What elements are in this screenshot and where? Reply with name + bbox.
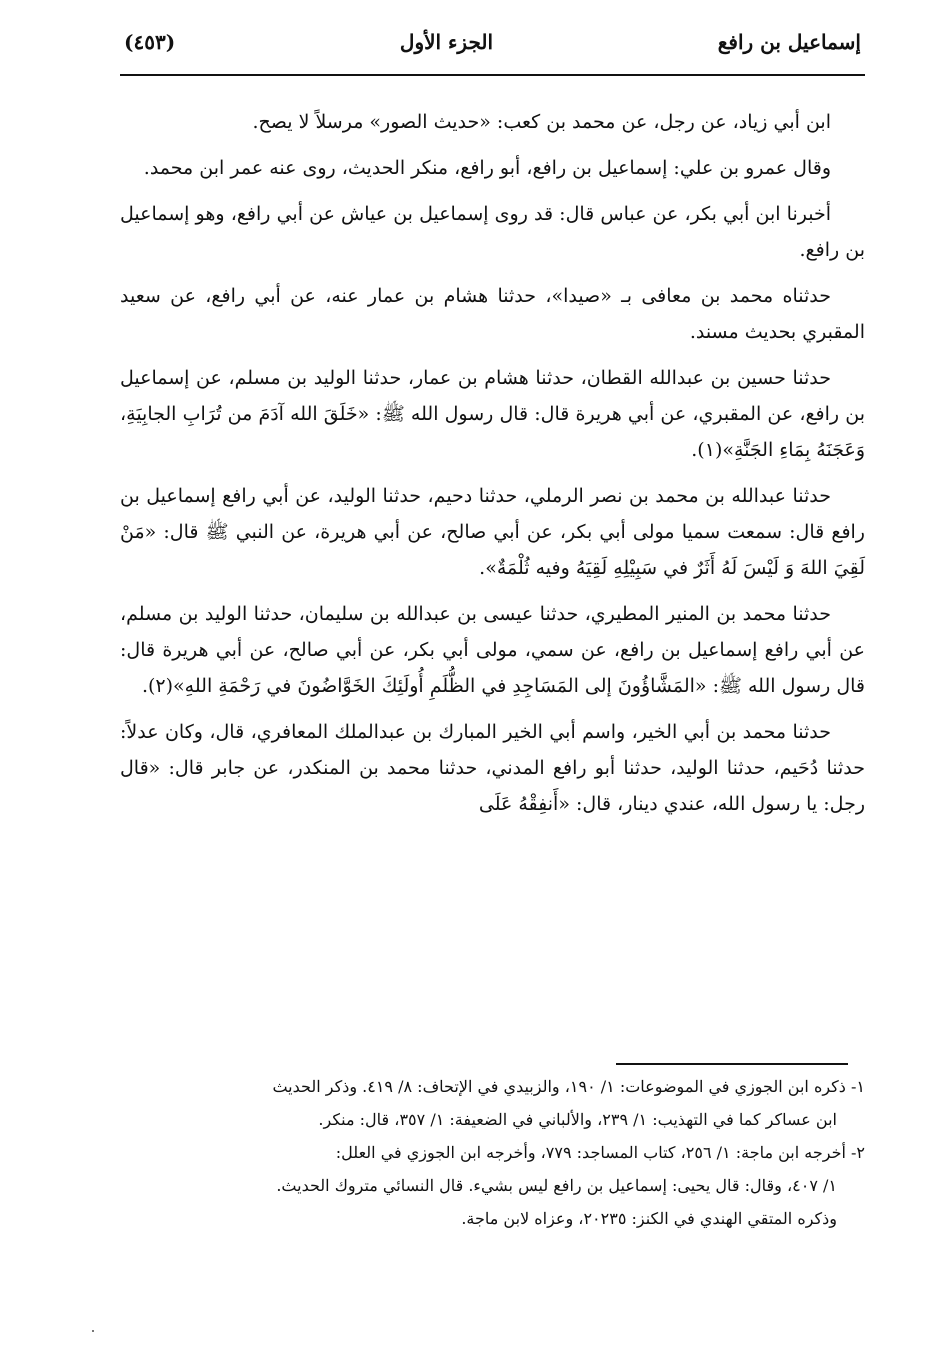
volume-title: الجزء الأول — [399, 30, 494, 54]
paragraph: حدثنا حسين بن عبدالله القطان، حدثنا هشام بن عمار، حدثنا الوليد بن مسلم، عن إسماعيل بن رافع، عن المقبري، عن أبي هريرة قال: قال رسول الله ﷺ: «خَلَقَ الله آدَمَ من تُرَابِ الجابِيَةِ، وَعَجَنَهُ بِمَاءِ الجَنَّةِ»(١). — [120, 367, 865, 461]
scan-speck — [92, 1330, 94, 1332]
running-header — [120, 30, 865, 70]
paragraph: حدثنا محمد بن أبي الخير، واسم أبي الخير المبارك بن عبدالملك المعافري، قال، وكان عدلاً: حدثنا دُحَيم، حدثنا الوليد، حدثنا أبو رافع المدني، حدثنا محمد بن المنكدر، عن جابر قال: «قال رجل: يا رسول الله، عندي دينار، قال: «أَنفِقْهُ عَلَى — [120, 721, 865, 815]
paragraph: ابن أبي زياد، عن رجل، عن محمد بن كعب: «حديث الصور» مرسلاً لا يصح. — [252, 111, 831, 133]
paragraph: وقال عمرو بن علي: إسماعيل بن رافع، أبو رافع، منكر الحديث، روى عنه عمر ابن محمد. — [143, 157, 831, 179]
running-header-area — [120, 30, 865, 70]
paragraph: حدثنا عبدالله بن محمد بن نصر الرملي، حدثنا دحيم، حدثنا الوليد، عن أبي رافع إسماعيل بن رافع قال: سمعت سميا مولى أبي بكر، عن أبي صالح، عن أبي هريرة، عن النبي ﷺ قال: «مَنْ لَقِيَ اللهَ وَ لَيْسَ لَهُ أَثَرٌ في سَبِيْلِهِ لَقِيَهُ وفيه ثُلْمَةٌ». — [120, 485, 865, 579]
paragraph: أخبرنا ابن أبي بكر، عن عباس قال: قد روى إسماعيل بن عياش عن أبي رافع، وهو إسماعيل بن رافع. — [120, 203, 865, 261]
footnote-separator — [616, 1063, 848, 1065]
footnote-line: ٢- أخرجه ابن ماجة: ١/ ٢٥٦، كتاب المساجد: ٧٧٩، وأخرجه ابن الجوزي في العلل: — [335, 1143, 865, 1162]
header-rule — [120, 74, 865, 76]
footnotes — [120, 1070, 865, 1235]
chapter-title: إسماعيل بن رافع — [717, 30, 861, 54]
main-text — [120, 104, 865, 832]
footnote-line: وذكره المتقي الهندي في الكنز: ٢٠٢٣٥، وعزاه لابن ماجة. — [461, 1209, 837, 1228]
page-number: (٤٥٣) — [124, 30, 176, 54]
footnote-line: ١/ ٤٠٧، وقال: قال يحيى: إسماعيل بن رافع ليس بشيء. قال النسائي متروك الحديث. — [276, 1176, 837, 1195]
footnote-line: ١- ذكره ابن الجوزي في الموضوعات: ١/ ١٩٠، والزبيدي في الإتحاف: ٨/ ٤١٩. وذكر الحديث — [272, 1077, 865, 1096]
paragraph: حدثناه محمد بن معافى بـ «صيدا»، حدثنا هشام بن عمار عنه، عن أبي رافع، عن سعيد المقبري بحديث مسند. — [120, 285, 865, 343]
footnote-line: ابن عساكر كما في التهذيب: ١/ ٢٣٩، والألباني في الضعيفة: ١/ ٣٥٧، قال: منكر. — [318, 1110, 837, 1129]
paragraph: حدثنا محمد بن المنير المطيري، حدثنا عيسى بن عبدالله بن سليمان، حدثنا الوليد بن مسلم، عن أبي رافع إسماعيل بن رافع، عن سمي، مولى أبي بكر، عن أبي صالح، عن أبي هريرة قال: قال رسول الله ﷺ: «المَشَّاؤُونَ إلى المَسَاجِدِ في الظُّلَمِ أُولَئِكَ الخَوَّاضُونَ في رَحْمَةِ اللهِ»(٢). — [120, 603, 865, 697]
